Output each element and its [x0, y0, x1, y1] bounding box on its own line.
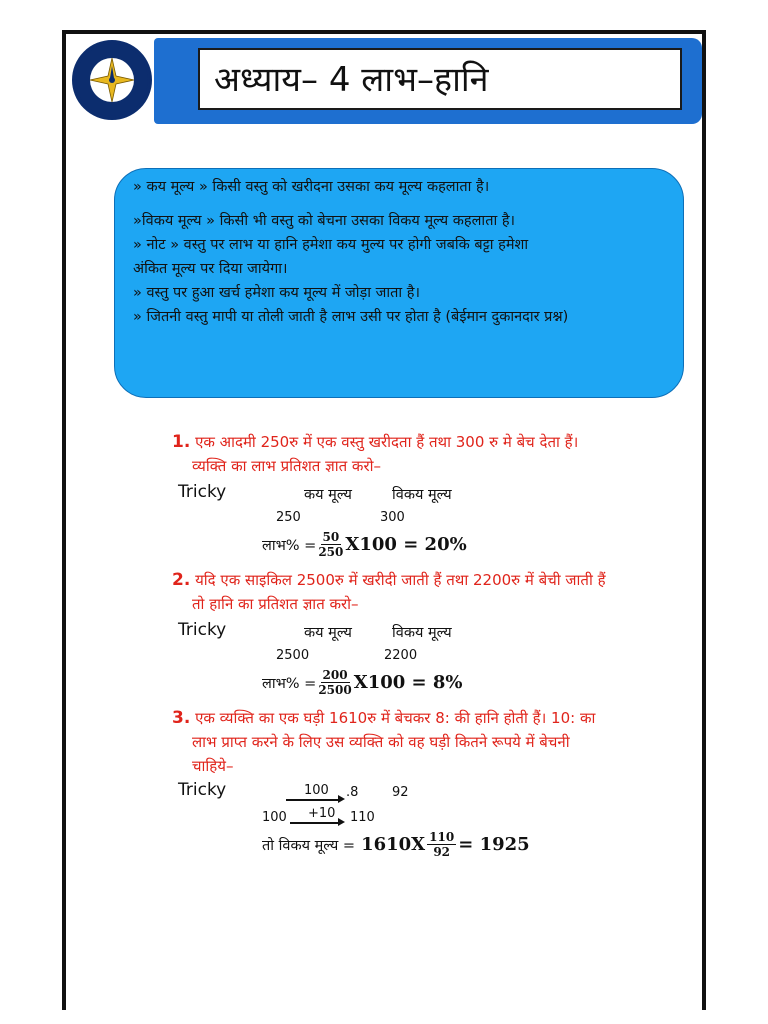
cost-price-label: कय मूल्य — [304, 625, 352, 641]
header-title-box — [198, 48, 682, 110]
formula-2 — [262, 668, 463, 697]
compass-star-icon — [74, 42, 150, 118]
question-text: एक आदमी 250रु में एक वस्तु खरीदता हैं तथा 300 रु मे बेच देता हैं। — [195, 433, 579, 451]
info-line-note: » नोट » वस्तु पर लाभ या हानि हमेशा कय मुल्य पर होगी जबकि बट्टा हमेशा — [133, 237, 529, 253]
tricky-label: Tricky — [178, 620, 227, 640]
fraction — [318, 668, 351, 697]
info-box — [114, 168, 684, 398]
arrow-1-far-label: 92 — [392, 785, 409, 800]
question-text-cont: लाभ प्राप्त करने के लिए उस व्यक्ति को वह घड़ी कितने रूपये में बेचनी — [192, 733, 570, 751]
fraction-numerator: 50 — [322, 530, 340, 544]
cost-price-label: कय मूल्य — [304, 487, 352, 503]
question-number: 1. — [172, 432, 191, 452]
tricky-label: Tricky — [178, 482, 227, 502]
question-text-cont: चाहिये– — [192, 757, 234, 775]
cost-price-value: 2500 — [276, 648, 310, 663]
formula-prefix: लाभ% = — [262, 537, 317, 554]
arrow-2-top-label: +10 — [308, 806, 336, 821]
formula-result: X100 = 8% — [353, 672, 463, 693]
selling-price-value: 2200 — [384, 648, 418, 663]
info-line-selling-price: »विकय मूल्य » किसी भी वस्तु को बेचना उसका विकय मूल्य कहलाता है। — [133, 213, 516, 229]
question-text-cont: व्यक्ति का लाभ प्रतिशत ज्ञात करो– — [192, 457, 381, 475]
selling-price-label: विकय मूल्य — [392, 625, 452, 641]
fraction — [427, 830, 456, 859]
formula-1 — [262, 530, 467, 559]
arrow-2-start-label: 100 — [262, 810, 287, 825]
logo — [72, 40, 152, 120]
fraction — [318, 530, 343, 559]
fraction-numerator: 200 — [322, 668, 348, 682]
fraction-denominator: 92 — [433, 845, 451, 859]
arrow-1-top-label: 100 — [304, 783, 329, 798]
question-1 — [172, 430, 578, 478]
arrow-2-end-label: 110 — [350, 810, 375, 825]
selling-price-value: 300 — [380, 510, 405, 525]
info-line-weighing: » जितनी वस्तु मापी या तोली जाती है लाभ उसी पर होता है (बेईमान दुकानदार प्रश्न) — [133, 309, 569, 325]
question-number: 2. — [172, 570, 191, 590]
arrow-1-line — [286, 799, 340, 801]
question-3 — [172, 706, 595, 778]
arrow-2-head-icon — [338, 818, 345, 826]
info-line-note-cont: अंकित मूल्य पर दिया जायेगा। — [133, 261, 288, 277]
formula-3 — [262, 830, 530, 859]
formula-prefix: लाभ% = — [262, 675, 317, 692]
formula-result: = 1925 — [458, 834, 530, 855]
arrow-1-head-icon — [338, 795, 345, 803]
question-2 — [172, 568, 606, 616]
formula-lead: 1610X — [361, 834, 426, 855]
info-line-expense: » वस्तु पर हुआ खर्च हमेशा कय मूल्य में जोड़ा जाता है। — [133, 285, 420, 301]
cost-price-value: 250 — [276, 510, 301, 525]
question-text-cont: तो हानि का प्रतिशत ज्ञात करो– — [192, 595, 359, 613]
info-line-cost-price: » कय मूल्य » किसी वस्तु को खरीदना उसका कय मूल्य कहलाता है। — [133, 179, 490, 195]
fraction-denominator: 250 — [318, 545, 344, 559]
question-text: एक व्यक्ति का एक घड़ी 1610रु में बेचकर 8: की हानि होती हैं। 10: का — [195, 709, 596, 727]
arrow-2-line — [290, 822, 340, 824]
selling-price-label: विकय मूल्य — [392, 487, 452, 503]
fraction-numerator: 110 — [429, 830, 455, 844]
tricky-label: Tricky — [178, 780, 227, 800]
fraction-denominator: 2500 — [318, 683, 352, 697]
question-text: यदि एक साइकिल 2500रु में खरीदी जाती हैं तथा 2200रु में बेची जाती हैं — [195, 571, 606, 589]
arrow-1-end-label: .8 — [346, 785, 359, 800]
formula-prefix: तो विकय मूल्य = — [262, 837, 356, 854]
page-title: अध्याय– 4 लाभ–हानि — [214, 60, 489, 100]
formula-result: X100 = 20% — [345, 534, 467, 555]
question-number: 3. — [172, 708, 191, 728]
